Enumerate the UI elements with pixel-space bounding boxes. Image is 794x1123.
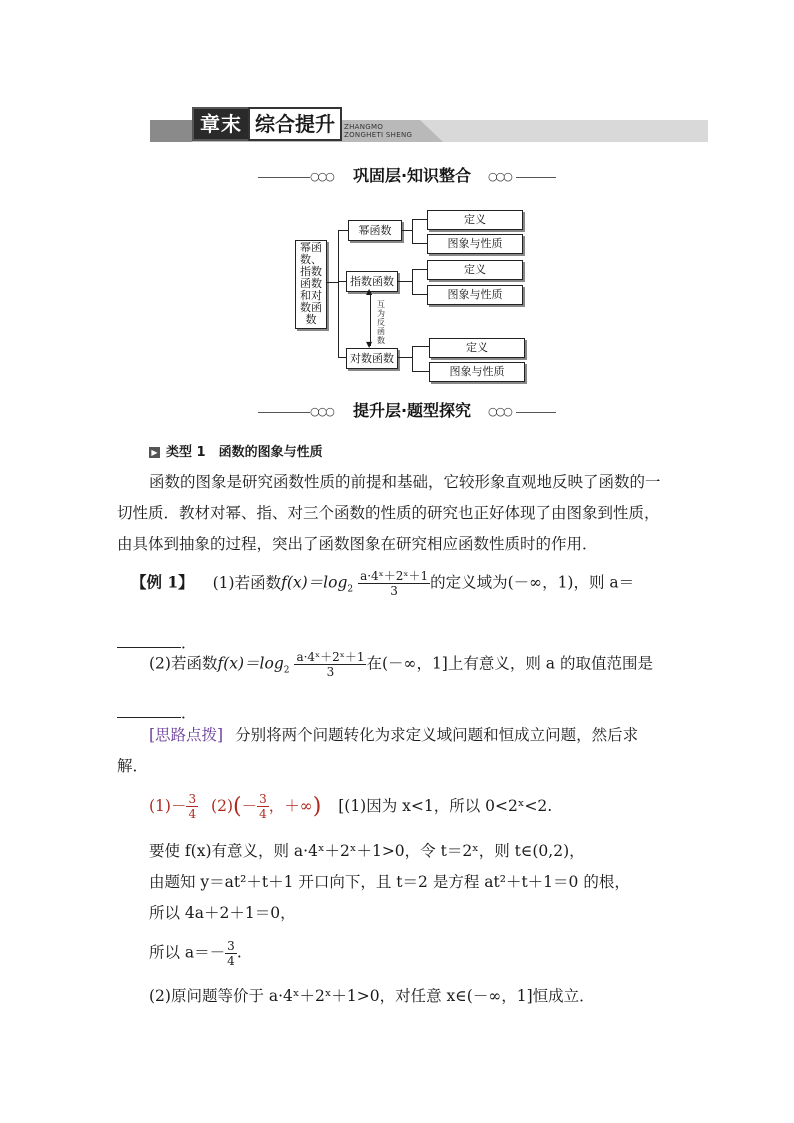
fraction-denominator: 4 <box>188 807 197 821</box>
connector <box>412 346 413 371</box>
q2-prefix: (2)若函数 <box>149 654 218 673</box>
inverse-label <box>376 300 386 345</box>
connector <box>412 243 427 244</box>
root-line: 函数 <box>300 277 322 290</box>
fraction-numerator: a·4ˣ＋2ˣ＋1 <box>296 650 365 664</box>
connector <box>412 371 429 372</box>
fraction-denominator: 3 <box>326 665 335 679</box>
root-line: 数 <box>305 313 317 326</box>
fraction-numerator: 3 <box>188 792 197 806</box>
hint-label: [思路点拨] <box>149 726 224 744</box>
hint-line-2: 解． <box>117 757 149 775</box>
connector <box>397 357 412 358</box>
fraction-numerator: a·4ˣ＋2ˣ＋1 <box>360 569 429 583</box>
hint-text: 分别将两个问题转化为求定义域问题和恒成立问题，然后求 <box>235 726 639 744</box>
root-line: 数、 <box>300 253 322 266</box>
solution-line-3: 由题知 y＝at²＋t＋1 开口向下，且 t＝2 是方程 at²＋t＋1＝0 的根， <box>149 873 630 891</box>
connector <box>338 281 346 282</box>
section-title-consolidate: 巩固层·知识整合 <box>352 166 472 185</box>
answer-2: (2)(－ $\frac{3}{4}$ ，＋∞) <box>211 792 322 821</box>
solution-line-5: 所以 a＝－ $\frac{3}{4}$ . <box>149 939 242 968</box>
root-line: 和对 <box>300 289 322 302</box>
solution-line-2: 要使 f(x)有意义，则 a·4ˣ＋2ˣ＋1>0，令 t＝2ˣ，则 t∈(0,2)， <box>149 842 585 860</box>
leaf-log-definition: 定义 <box>429 338 525 358</box>
solution-start: [(1)因为 x<1，所以 0<2ˣ<2. <box>338 796 553 815</box>
answer-1-prefix: (1)－ <box>149 796 187 815</box>
line5-prefix: 所以 a＝－ <box>149 943 226 962</box>
root-line: 指数 <box>300 265 322 278</box>
banner-title-chapter-end: 章末 <box>192 107 250 141</box>
blank-line <box>117 647 181 648</box>
inverse-char: 反 <box>377 318 385 327</box>
connector <box>326 282 338 283</box>
intro-line-3: 由具体到抽象的过程，突出了函数图象在研究相应函数性质时的作用． <box>117 535 598 553</box>
node-log-function: 对数函数 <box>346 348 398 369</box>
section-rule-left <box>258 177 310 178</box>
example-1-q1 <box>131 569 634 603</box>
connector <box>338 230 348 231</box>
diagram-root <box>295 240 327 329</box>
period: ． <box>181 704 197 722</box>
rings-icon: ○○○ <box>488 405 511 418</box>
connector <box>338 230 339 358</box>
connector <box>338 357 346 358</box>
play-icon: ▶ <box>149 447 160 458</box>
q1-function: f(x)＝log <box>281 573 348 592</box>
root-line: 幂函 <box>300 241 322 254</box>
fraction <box>225 939 237 968</box>
node-exponential-function: 指数函数 <box>346 271 398 292</box>
example-label: 【例 1】 <box>131 572 194 592</box>
section-title-explore: 提升层·题型探究 <box>352 401 472 420</box>
fraction-denominator: 4 <box>259 807 267 821</box>
log-base: 2 <box>347 584 354 595</box>
answer-2-suffix: ，＋∞ <box>268 796 313 815</box>
type-heading <box>149 441 323 460</box>
inverse-char: 为 <box>377 309 385 318</box>
intro-line-1: 函数的图象是研究函数性质的前提和基础，它较形象直观地反映了函数的一 <box>149 473 661 491</box>
connector <box>401 230 412 231</box>
q1-prefix: (1)若函数 <box>212 573 282 592</box>
banner-pinyin-line1: ZHANGMO <box>344 123 384 131</box>
fraction <box>257 792 269 821</box>
leaf-exp-graph: 图象与性质 <box>427 285 523 305</box>
leaf-power-graph: 图象与性质 <box>427 234 523 254</box>
leaf-power-definition: 定义 <box>427 210 523 230</box>
inverse-arrow <box>370 292 371 346</box>
section-rule-right <box>516 412 556 413</box>
banner-title-summary: 综合提升 <box>248 107 342 141</box>
connector <box>397 281 412 282</box>
leaf-log-graph: 图象与性质 <box>429 362 525 382</box>
fraction <box>294 650 366 679</box>
connector <box>412 269 427 270</box>
q1-suffix: 的定义域为(－∞，1)，则 a＝ <box>430 573 635 592</box>
connector <box>412 346 429 347</box>
banner-pinyin <box>344 123 412 139</box>
blank-line <box>117 717 181 718</box>
intro-line-2: 切性质．教材对幂、指、对三个函数的性质的研究也正好体现了由图象到性质， <box>117 504 660 522</box>
answer-line <box>149 792 552 821</box>
q2-suffix: 在(－∞，1]上有意义，则 a 的取值范围是 <box>366 654 653 673</box>
inverse-char: 数 <box>377 336 385 345</box>
fraction <box>358 569 430 598</box>
section-rule-left <box>258 412 310 413</box>
fraction-numerator: 3 <box>227 939 235 953</box>
connector <box>412 219 427 220</box>
solution-line-6: (2)原问题等价于 a·4ˣ＋2ˣ＋1>0，对任意 x∈(－∞，1]恒成立． <box>149 987 595 1005</box>
log-base: 2 <box>283 665 290 676</box>
inverse-char: 互 <box>377 300 385 309</box>
period: ． <box>181 634 197 652</box>
answer-2-prefix: (2) <box>211 796 234 815</box>
banner-bar-accent <box>150 120 192 142</box>
inverse-char: 函 <box>377 327 385 336</box>
connector <box>412 219 413 243</box>
q2-function: f(x)＝log <box>217 654 284 673</box>
paren-close: ) <box>312 793 322 819</box>
banner-pinyin-line2: ZONGHETI SHENG <box>344 131 413 139</box>
leaf-exp-definition: 定义 <box>427 260 523 280</box>
rings-icon: ○○○ <box>488 170 511 183</box>
paren-open: ( <box>233 793 242 819</box>
type-label: 类型 1 函数的图象与性质 <box>166 445 323 460</box>
answer-1 <box>149 792 198 821</box>
rings-icon: ○○○ <box>310 405 333 418</box>
section-rule-right <box>516 177 556 178</box>
solution-line-4: 所以 4a＋2＋1＝0， <box>149 904 296 922</box>
arrow-down-icon: ▼ <box>366 340 373 349</box>
node-power-function: 幂函数 <box>348 220 402 241</box>
rings-icon: ○○○ <box>310 170 333 183</box>
fraction-numerator: 3 <box>259 792 267 806</box>
fraction <box>186 792 198 821</box>
connector <box>412 294 427 295</box>
root-line: 数函 <box>300 301 322 314</box>
fraction-denominator: 4 <box>227 954 235 968</box>
fraction-denominator: 3 <box>390 584 398 598</box>
connector <box>412 269 413 294</box>
arrow-up-icon: ▲ <box>366 287 373 296</box>
banner-tail <box>420 120 708 142</box>
example-1-q2 <box>149 650 653 684</box>
hint-line-1 <box>149 722 638 748</box>
